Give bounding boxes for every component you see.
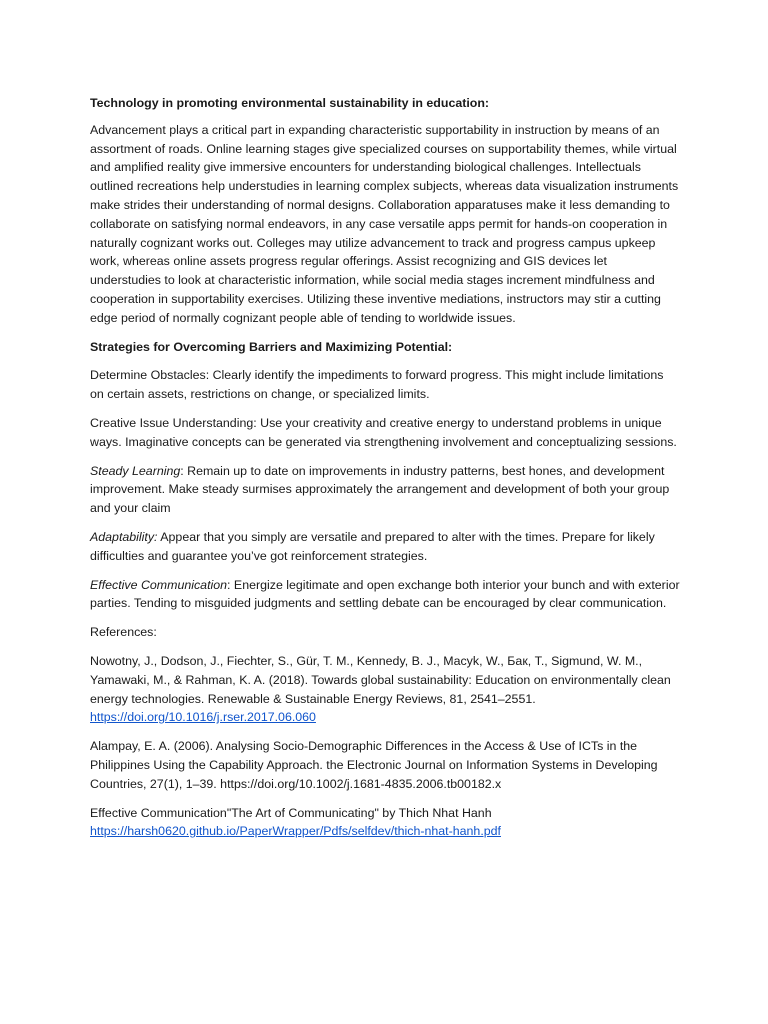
reference-nowotny: [90, 652, 680, 727]
strategy-text: : Remain up to date on improvements in industry patterns, best hones, and development improvement. Make steady surmises approximately the arrangement and development of both your group and your claim: [90, 463, 670, 516]
references-label: References:: [90, 625, 157, 640]
strategy-adaptability: [90, 528, 680, 566]
strategy-steady-learning: [90, 462, 680, 518]
reference-text: Alampay, E. A. (2006). Analysing Socio-Demographic Differences in the Access & Use of ICTs in the Philippines Using the Capability Approach. the Electronic Journal on Information Systems in Developing Countries, 27(1), 1–39. https://doi.org/10.1002/j.1681-4835.2006.tb00182.x: [90, 739, 658, 791]
strategy-term: Determine Obstacles:: [90, 368, 210, 383]
strategy-effective-communication: [90, 576, 680, 614]
strategy-determine-obstacles: [90, 366, 680, 404]
section-heading-technology: Technology in promoting environmental sustainability in education:: [90, 96, 490, 110]
reference-alampay: [90, 737, 680, 793]
strategy-term: Effective Communication: [90, 577, 228, 592]
reference-text: Effective Communication"The Art of Communicating" by Thich Nhat Hanh: [90, 805, 492, 820]
reference-text: Nowotny, J., Dodson, J., Fiechter, S., Gür, T. M., Kennedy, B. J., Macyk, W., Бак, T., Sigmund, W. M., Yamawaki, M., & Rahman, K. A. (2018). Towards global sustainability: Education on environmentally clean energy technologies. Renewable & Sustainable Energy Reviews, 81, 2541–2551.: [90, 653, 671, 706]
section-heading-strategies: Strategies for Overcoming Barriers and Maximizing Potential:: [90, 339, 453, 354]
reference-thich-nhat-hanh: [90, 804, 680, 842]
strategy-creative-issue: [90, 414, 680, 452]
strategy-text: Appear that you simply are versatile and prepared to alter with the times. Prepare for likely difficulties and guarantee you’ve got reinforcement strategies.: [90, 529, 655, 563]
reference-link[interactable]: https://harsh0620.github.io/PaperWrapper/Pdfs/selfdev/thich-nhat-hanh.pdf: [90, 824, 501, 839]
document-body: [90, 94, 680, 851]
strategy-text: Clearly identify the impediments to forward progress. This might include limitations on certain assets, restrictions on change, or specialized limits.: [90, 368, 664, 402]
strategy-term: Steady Learning: [90, 463, 181, 478]
strategy-term: Adaptability:: [90, 529, 158, 544]
paragraph-technology: Advancement plays a critical part in expanding characteristic supportability in instruction by means of an assortment of roads. Online learning stages give specialized courses on supportability themes, while virtual and amplified reality give immersive encounters for understanding biological challenges. Intellectuals outlined recreations help understudies in learning complex subjects, whereas data visualization instruments make strides their understanding of normal designs. Collaboration apparatuses make it less demanding to collaborate on satisfying normal endeavors, in any case versatile apps permit for hands-on cooperation in naturally cognizant works out. Colleges may utilize advancement to track and progress campus upkeep work, whereas online assets progress regular offerings. Assist recognizing and GIS devices let understudies to look at characteristic information, while social media stages increment mindfulness and cooperation in supportability exercises. Utilizing these inventive mediations, instructors may stir a cutting edge period of normally cognizant people able of tending to worldwide issues.: [90, 122, 679, 325]
reference-link[interactable]: https://doi.org/10.1016/j.rser.2017.06.060: [90, 710, 316, 725]
strategy-text: : Energize legitimate and open exchange both interior your bunch and with exterior parties. Tending to misguided judgments and settling debate can be encouraged by clear communication.: [90, 577, 680, 611]
strategy-text: Use your creativity and creative energy to understand problems in unique ways. Imaginative concepts can be generated via strengthening involvement and conceptualizing sessions.: [90, 415, 677, 449]
strategy-term: Creative Issue Understanding:: [90, 415, 257, 430]
